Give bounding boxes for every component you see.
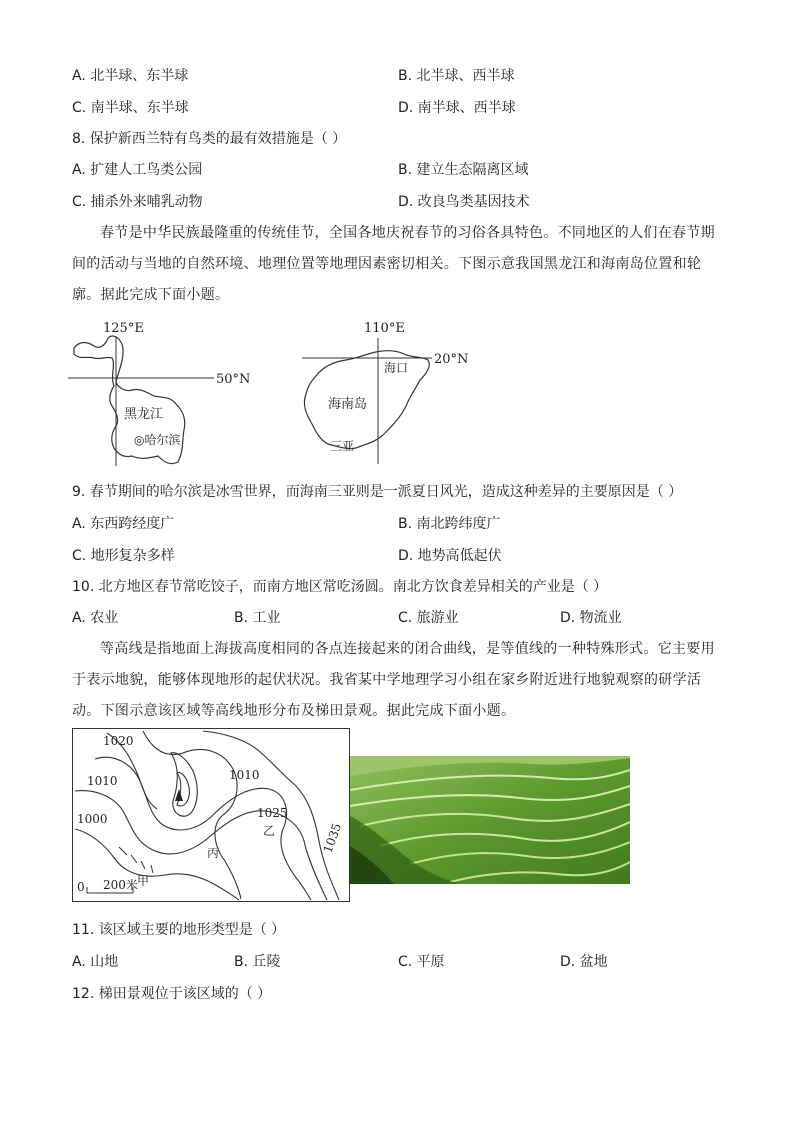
contour-label-1010: 1010 <box>87 774 118 788</box>
q8-option-d: D. 改良鸟类基因技术 <box>398 194 530 210</box>
contour-map <box>72 728 350 902</box>
scale-zero: 0 <box>77 880 85 894</box>
q11-stem: 11. 该区域主要的地形类型是（ ） <box>72 922 286 938</box>
contour-label-1000: 1000 <box>77 812 108 826</box>
q9-option-c: C. 地形复杂多样 <box>72 548 175 564</box>
q11-option-c: C. 平原 <box>398 954 445 970</box>
cliff-marks <box>119 847 153 873</box>
q10-option-c: C. 旅游业 <box>398 610 459 626</box>
terrace-photo <box>350 756 630 884</box>
q7-option-b: B. 北半球、西半球 <box>398 68 515 84</box>
contour-label-1010-inner: 1010 <box>229 768 260 782</box>
q7-option-a: A. 北半球、东半球 <box>72 68 189 84</box>
contour-label-1020: 1020 <box>103 734 134 748</box>
q9-option-d: D. 地势高低起伏 <box>398 548 502 564</box>
hn-latitude-label: 20°N <box>434 352 469 367</box>
passage-spring-festival: 春节是中华民族最隆重的传统佳节，全国各地庆祝春节的习俗各具特色。不同地区的人们在春节期间的活动与当地的自然环境、地理位置等地理因素密切相关。下图示意我国黑龙江和海南岛位置和轮廓。据此完成下面小题。 <box>72 225 715 303</box>
q11-option-a: A. 山地 <box>72 954 119 970</box>
q9-stem: 9. 春节期间的哈尔滨是冰雪世界，而海南三亚则是一派夏日风光，造成这种差异的主要原因是（ ） <box>72 484 683 500</box>
hn-longitude-label: 110°E <box>364 321 405 336</box>
q12-stem: 12. 梯田景观位于该区域的（ ） <box>72 986 272 1002</box>
q8-option-a: A. 扩建人工鸟类公园 <box>72 162 203 178</box>
contour-line <box>143 731 241 899</box>
passage-contour: 等高线是指地面上海拔高度相同的各点连接起来的闭合曲线，是等值线的一种特殊形式。它主要用于表示地貌，能够体现地形的起伏状况。我省某中学地理学习小组在家乡附近进行地貌观察的研学活动。下图示意该区域等高线地形分布及梯田景观。据此完成下面小题。 <box>72 641 715 719</box>
q11-option-b: B. 丘陵 <box>234 954 281 970</box>
hlj-longitude-label: 125°E <box>103 321 144 336</box>
contour-label-1035: 1035 <box>320 821 345 855</box>
q7-option-c: C. 南半球、东半球 <box>72 100 189 116</box>
contour-line <box>75 829 239 900</box>
hn-name-label: 海南岛 <box>328 397 368 412</box>
point-bing: 丙 <box>207 846 220 860</box>
figure-heilongjiang-hainan <box>66 316 486 466</box>
harbin-label: ◎哈尔滨 <box>134 433 181 447</box>
point-yi: 乙 <box>263 824 276 838</box>
q9-option-b: B. 南北跨纬度广 <box>398 516 501 532</box>
q11-option-d: D. 盆地 <box>560 954 608 970</box>
q7-option-d: D. 南半球、西半球 <box>398 100 516 116</box>
q10-option-b: B. 工业 <box>234 610 281 626</box>
point-jia: 甲 <box>137 874 150 888</box>
scale-label: 200米 <box>103 878 138 892</box>
q8-stem: 8. 保护新西兰特有鸟类的最有效措施是（ ） <box>72 131 347 147</box>
q8-option-b: B. 建立生态隔离区域 <box>398 162 529 178</box>
q10-stem: 10. 北方地区春节常吃饺子，而南方地区常吃汤圆。南北方饮食差异相关的产业是（ ） <box>72 579 608 595</box>
hlj-latitude-label: 50°N <box>216 372 251 387</box>
sanya-label: 三亚 <box>330 439 355 453</box>
hlj-name-label: 黑龙江 <box>124 407 164 422</box>
contour-line <box>171 753 197 817</box>
q9-option-a: A. 东西跨经度广 <box>72 516 175 532</box>
contour-label-1025: 1025 <box>257 806 288 820</box>
q10-option-d: D. 物流业 <box>560 610 622 626</box>
q8-option-c: C. 捕杀外来哺乳动物 <box>72 194 203 210</box>
q10-option-a: A. 农业 <box>72 610 119 626</box>
haikou-label: 海口 <box>384 361 409 375</box>
